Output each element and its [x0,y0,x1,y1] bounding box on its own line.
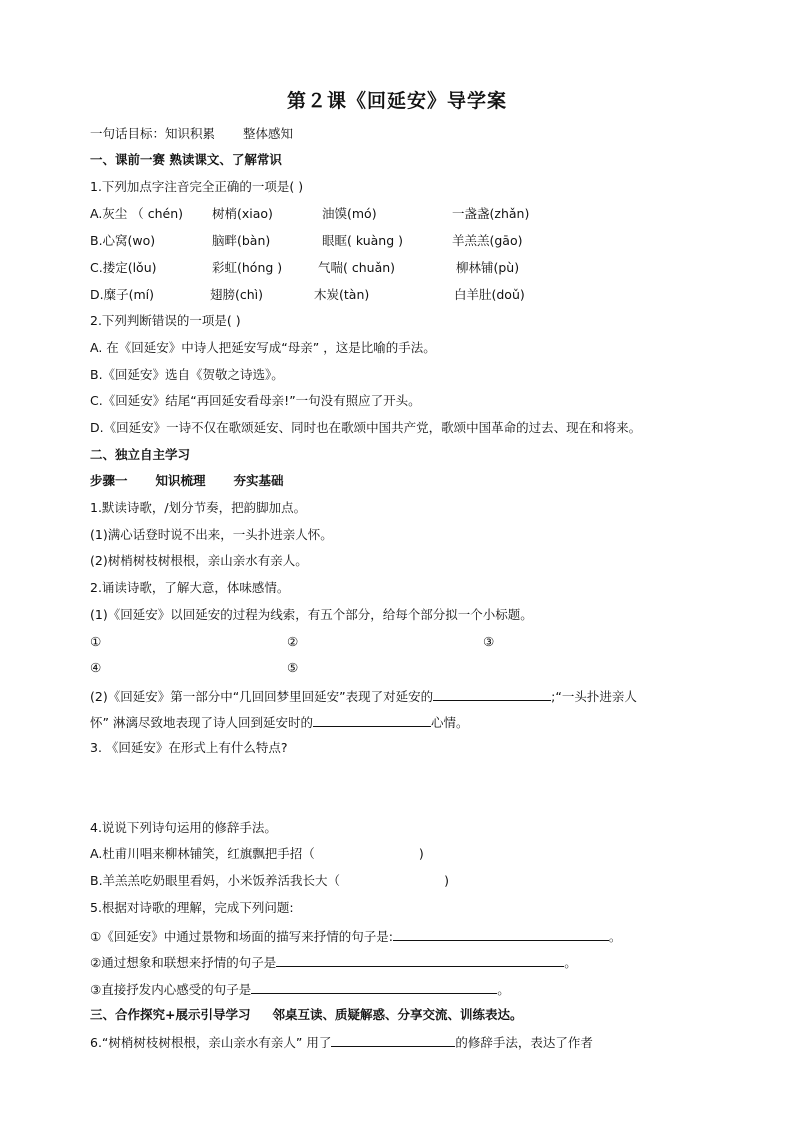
s2-q4-b-close: ) [444,873,449,888]
s2-q5-line1 [90,927,621,945]
q1-a-3: 油馍(mó) [322,206,377,221]
s2-q4-b [90,873,449,889]
s3-q6 [90,1033,593,1051]
q1-a-2: 树梢(xiao) [212,206,273,221]
slot-marker-5: ⑤ [287,660,299,675]
answer-blank[interactable] [433,687,551,701]
q1-a-1: A.灰尘 （ chén) [90,206,184,221]
q1-d-2: 翅膀(chì) [210,287,264,302]
q2-option-a: A. 在《回延安》中诗人把延安写成“母亲” ，这是比喻的手法。 [90,340,436,355]
q1-b-4: 羊羔羔(gāo) [452,233,523,248]
s2-q4-a-close: ) [418,846,424,861]
q1-stem: 1.下列加点字注音完全正确的一项是( ) [90,179,304,194]
s2-q2-stem: 2.诵读诗歌，了解大意，体味感情。 [90,580,290,595]
step-part2: 知识梳理 [155,473,206,488]
s2-q2-line1: (1)《回延安》以回延安的过程为线索，有五个部分，给每个部分拟一个小标题。 [90,607,533,622]
answer-blank[interactable] [331,1033,455,1047]
s2-q5-line2-text: ②通过想象和联想来抒情的句子是 [90,955,277,970]
section-1-heading: 一、课前一赛 熟读课文、了解常识 [90,152,282,167]
s2-q5-line1-end: 。 [608,929,622,944]
q1-option-row-c [90,260,710,276]
q1-c-2: 彩虹(hóng ) [212,260,283,275]
q1-a-4: 一盏盏(zhǎn) [452,206,530,221]
q2-stem: 2.下列判断错误的一项是( ) [90,313,241,328]
section-3-tail: 邻桌互读、质疑解惑、分享交流、训练表达。 [272,1007,523,1022]
goal-item2: 整体感知 [243,126,294,141]
q1-d-4: 白羊肚(doǔ) [454,287,525,302]
s2-q3: 3. 《回延安》在形式上有什么特点? [90,740,288,755]
s2-q5-line3 [90,980,510,998]
q1-b-2: 脑畔(bàn) [212,233,271,248]
step-part3: 夯实基础 [233,473,284,488]
q1-c-4: 柳林铺(pù) [456,260,520,275]
s2-q1-line1: (1)满心话登时说不出来，一头扑进亲人怀。 [90,527,333,542]
section-3-heading: 三、合作探究+展示引导学习 [90,1007,251,1022]
slot-marker-2: ② [287,634,299,649]
s2-q2-line2-text-a: (2)《回延安》第一部分中“几回回梦里回延安”表现了对延安的 [90,689,434,704]
s2-q5-stem: 5.根据对诗歌的理解，完成下列问题: [90,900,294,915]
s2-q1-line2: (2)树梢树枝树根根，亲山亲水有亲人。 [90,553,308,568]
section-2-heading: 二、独立自主学习 [90,447,191,462]
answer-blank[interactable] [251,980,497,994]
slot-marker-1: ① [90,634,102,649]
q2-option-d: D.《回延安》一诗不仅在歌颂延安、同时也在歌颂中国共产党，歌颂中国革命的过去、现在和将来。 [90,420,642,435]
q1-d-3: 木炭(tàn) [314,287,370,302]
slot-marker-3: ③ [483,634,495,649]
answer-blank[interactable] [276,953,564,967]
s2-q4-a-text: A.杜甫川唱来柳林铺笑，红旗飘把手招（ [90,846,315,861]
s2-q5-line1-text: ①《回延安》中通过景物和场面的描写来抒情的句子是: [90,929,393,944]
q1-option-row-b [90,233,710,249]
q1-b-1: B.心窝(wo) [90,233,156,248]
s2-q2-line2 [90,687,637,705]
step-one-line [90,473,284,489]
s2-q2-line3 [90,713,468,731]
s2-q4-a [90,846,424,862]
s2-q4-stem: 4.说说下列诗句运用的修辞手法。 [90,820,277,835]
s2-q1-stem: 1.默读诗歌，/划分节奏，把韵脚加点。 [90,500,307,515]
answer-blank[interactable] [393,927,609,941]
subtitle-slots-row2 [90,660,690,676]
goal-line [90,126,293,142]
q1-c-1: C.搂定(lǒu) [90,260,157,275]
s2-q2-line3-end: 心情。 [430,715,469,730]
slot-marker-4: ④ [90,660,102,675]
q1-option-row-a [90,206,710,222]
s2-q2-line3-text: 怀” 淋漓尽致地表现了诗人回到延安时的 [90,715,313,730]
s3-q6-text-a: 6.“树梢树枝树根根，亲山亲水有亲人” 用了 [90,1035,332,1050]
s3-q6-text-b: 的修辞手法，表达了作者 [455,1035,593,1050]
s2-q5-line2 [90,953,577,971]
goal-label: 一句话目标：知识积累 [90,126,216,141]
subtitle-slots-row1 [90,634,690,650]
s2-q4-b-text: B.羊羔羔吃奶眼里看妈，小米饭养活我长大（ [90,873,341,888]
q1-c-3: 气喘( chuǎn) [318,260,396,275]
s2-q5-line3-text: ③直接抒发内心感受的句子是 [90,982,252,997]
q1-option-row-d [90,287,710,303]
q2-option-c: C.《回延安》结尾“再回延安看母亲!”一句没有照应了开头。 [90,393,421,408]
q2-option-b: B.《回延安》选自《贺敬之诗选》。 [90,367,284,382]
s2-q5-line2-end: 。 [564,955,577,970]
section-3-heading-line [90,1007,523,1023]
s2-q5-line3-end: 。 [497,982,510,997]
page-title: 第２课《回延安》导学案 [286,90,507,112]
s2-q2-line2-text-b: ;“一头扑进亲人 [551,689,637,704]
answer-blank[interactable] [313,713,431,727]
step-label: 步骤一 [90,473,128,488]
q1-b-3: 眼眶( kuàng ) [322,233,403,248]
q1-d-1: D.糜子(mí) [90,287,155,302]
